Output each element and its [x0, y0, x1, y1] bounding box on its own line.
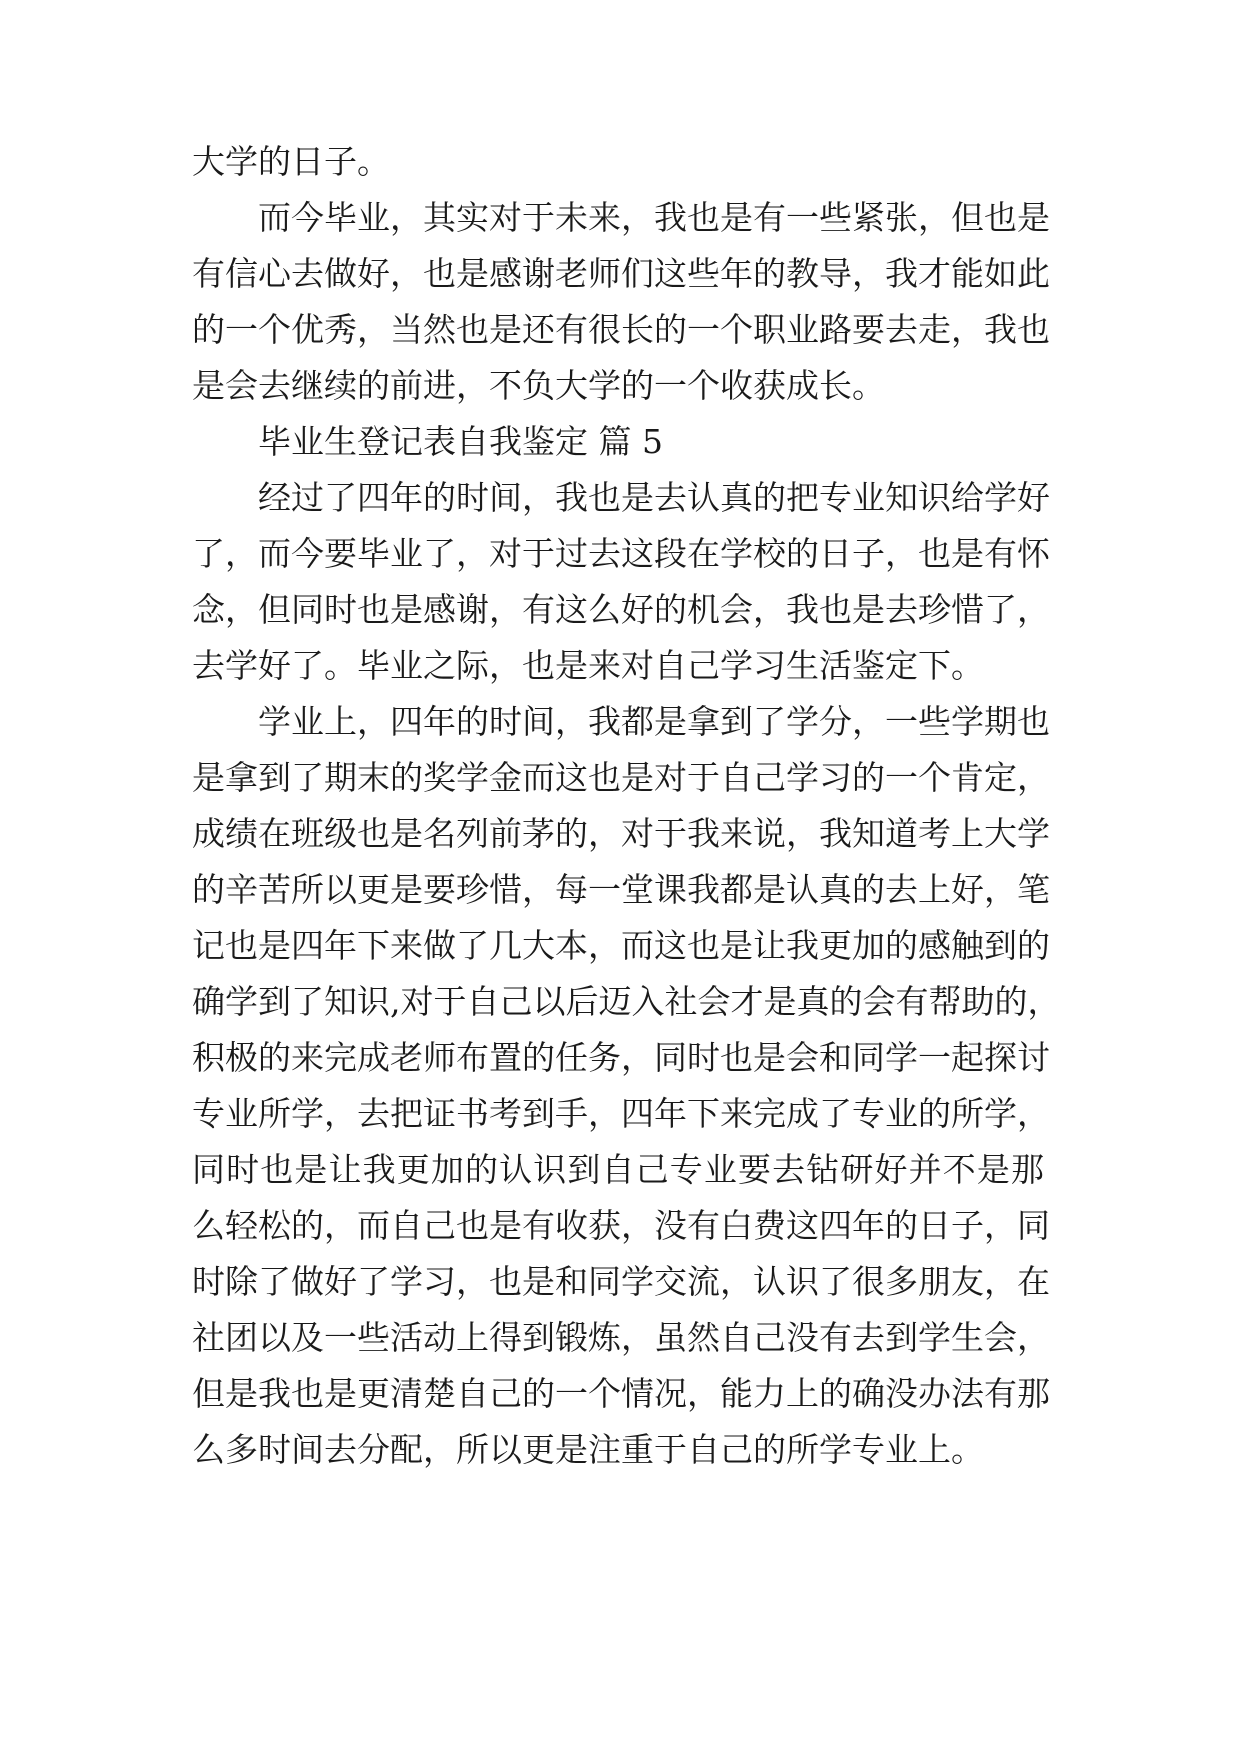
line-text: 是拿到了期末的奖学金而这也是对于自己学习的一个肯定，	[192, 758, 1050, 797]
line-text: 了，而今要毕业了，对于过去这段在学校的日子，也是有怀	[192, 534, 1050, 573]
section-heading	[0, 410, 1241, 474]
line-text: 记也是四年下来做了几大本，而这也是让我更加的感触到的	[192, 926, 1050, 965]
text-line	[0, 298, 1241, 362]
text-line	[0, 1250, 1241, 1314]
text-line	[0, 522, 1241, 586]
line-text: 么多时间去分配，所以更是注重于自己的所学专业上。	[192, 1430, 984, 1469]
text-line	[0, 1362, 1241, 1426]
text-line	[0, 186, 1241, 250]
text-line	[0, 746, 1241, 810]
line-text: 成绩在班级也是名列前茅的，对于我来说，我知道考上大学	[192, 814, 1050, 853]
text-line	[0, 858, 1241, 922]
text-line	[0, 802, 1241, 866]
line-text: 大学的日子。	[192, 142, 390, 181]
line-text: 时除了做好了学习，也是和同学交流，认识了很多朋友，在	[192, 1262, 1050, 1301]
line-text: 么轻松的，而自己也是有收获，没有白费这四年的日子，同	[192, 1206, 1050, 1245]
text-line	[0, 1194, 1241, 1258]
line-text: 的一个优秀，当然也是还有很长的一个职业路要去走，我也	[192, 310, 1050, 349]
line-text: 去学好了。毕业之际，也是来对自己学习生活鉴定下。	[192, 646, 984, 685]
line-text: 确学到了知识,对于自己以后迈入社会才是真的会有帮助的，	[192, 982, 1061, 1021]
line-text: 念，但同时也是感谢，有这么好的机会，我也是去珍惜了，	[192, 590, 1050, 629]
line-text: 社团以及一些活动上得到锻炼，虽然自己没有去到学生会，	[192, 1318, 1050, 1357]
text-line	[0, 466, 1241, 530]
line-text: 而今毕业，其实对于未来，我也是有一些紧张，但也是	[258, 198, 1050, 237]
text-line	[0, 354, 1241, 418]
text-line	[0, 130, 1241, 194]
line-text: 有信心去做好，也是感谢老师们这些年的教导，我才能如此	[192, 254, 1050, 293]
line-text: 同时也是让我更加的认识到自己专业要去钻研好并不是那	[192, 1150, 1044, 1189]
line-text: 经过了四年的时间，我也是去认真的把专业知识给学好	[258, 478, 1050, 517]
text-line	[0, 914, 1241, 978]
line-text: 专业所学，去把证书考到手，四年下来完成了专业的所学，	[192, 1094, 1050, 1133]
text-line	[0, 1082, 1241, 1146]
line-text: 学业上，四年的时间，我都是拿到了学分，一些学期也	[258, 702, 1050, 741]
text-line	[0, 578, 1241, 642]
heading-text: 毕业生登记表自我鉴定 篇 5	[258, 422, 663, 461]
text-line	[0, 1138, 1241, 1202]
text-line	[0, 242, 1241, 306]
line-text: 是会去继续的前进，不负大学的一个收获成长。	[192, 366, 885, 405]
text-line	[0, 1418, 1241, 1482]
line-text: 积极的来完成老师布置的任务，同时也是会和同学一起探讨	[192, 1038, 1050, 1077]
text-line	[0, 634, 1241, 698]
line-text: 的辛苦所以更是要珍惜，每一堂课我都是认真的去上好，笔	[192, 870, 1050, 909]
text-line	[0, 970, 1241, 1034]
text-line	[0, 1306, 1241, 1370]
text-line	[0, 1026, 1241, 1090]
line-text: 但是我也是更清楚自己的一个情况，能力上的确没办法有那	[192, 1374, 1050, 1413]
text-line	[0, 690, 1241, 754]
